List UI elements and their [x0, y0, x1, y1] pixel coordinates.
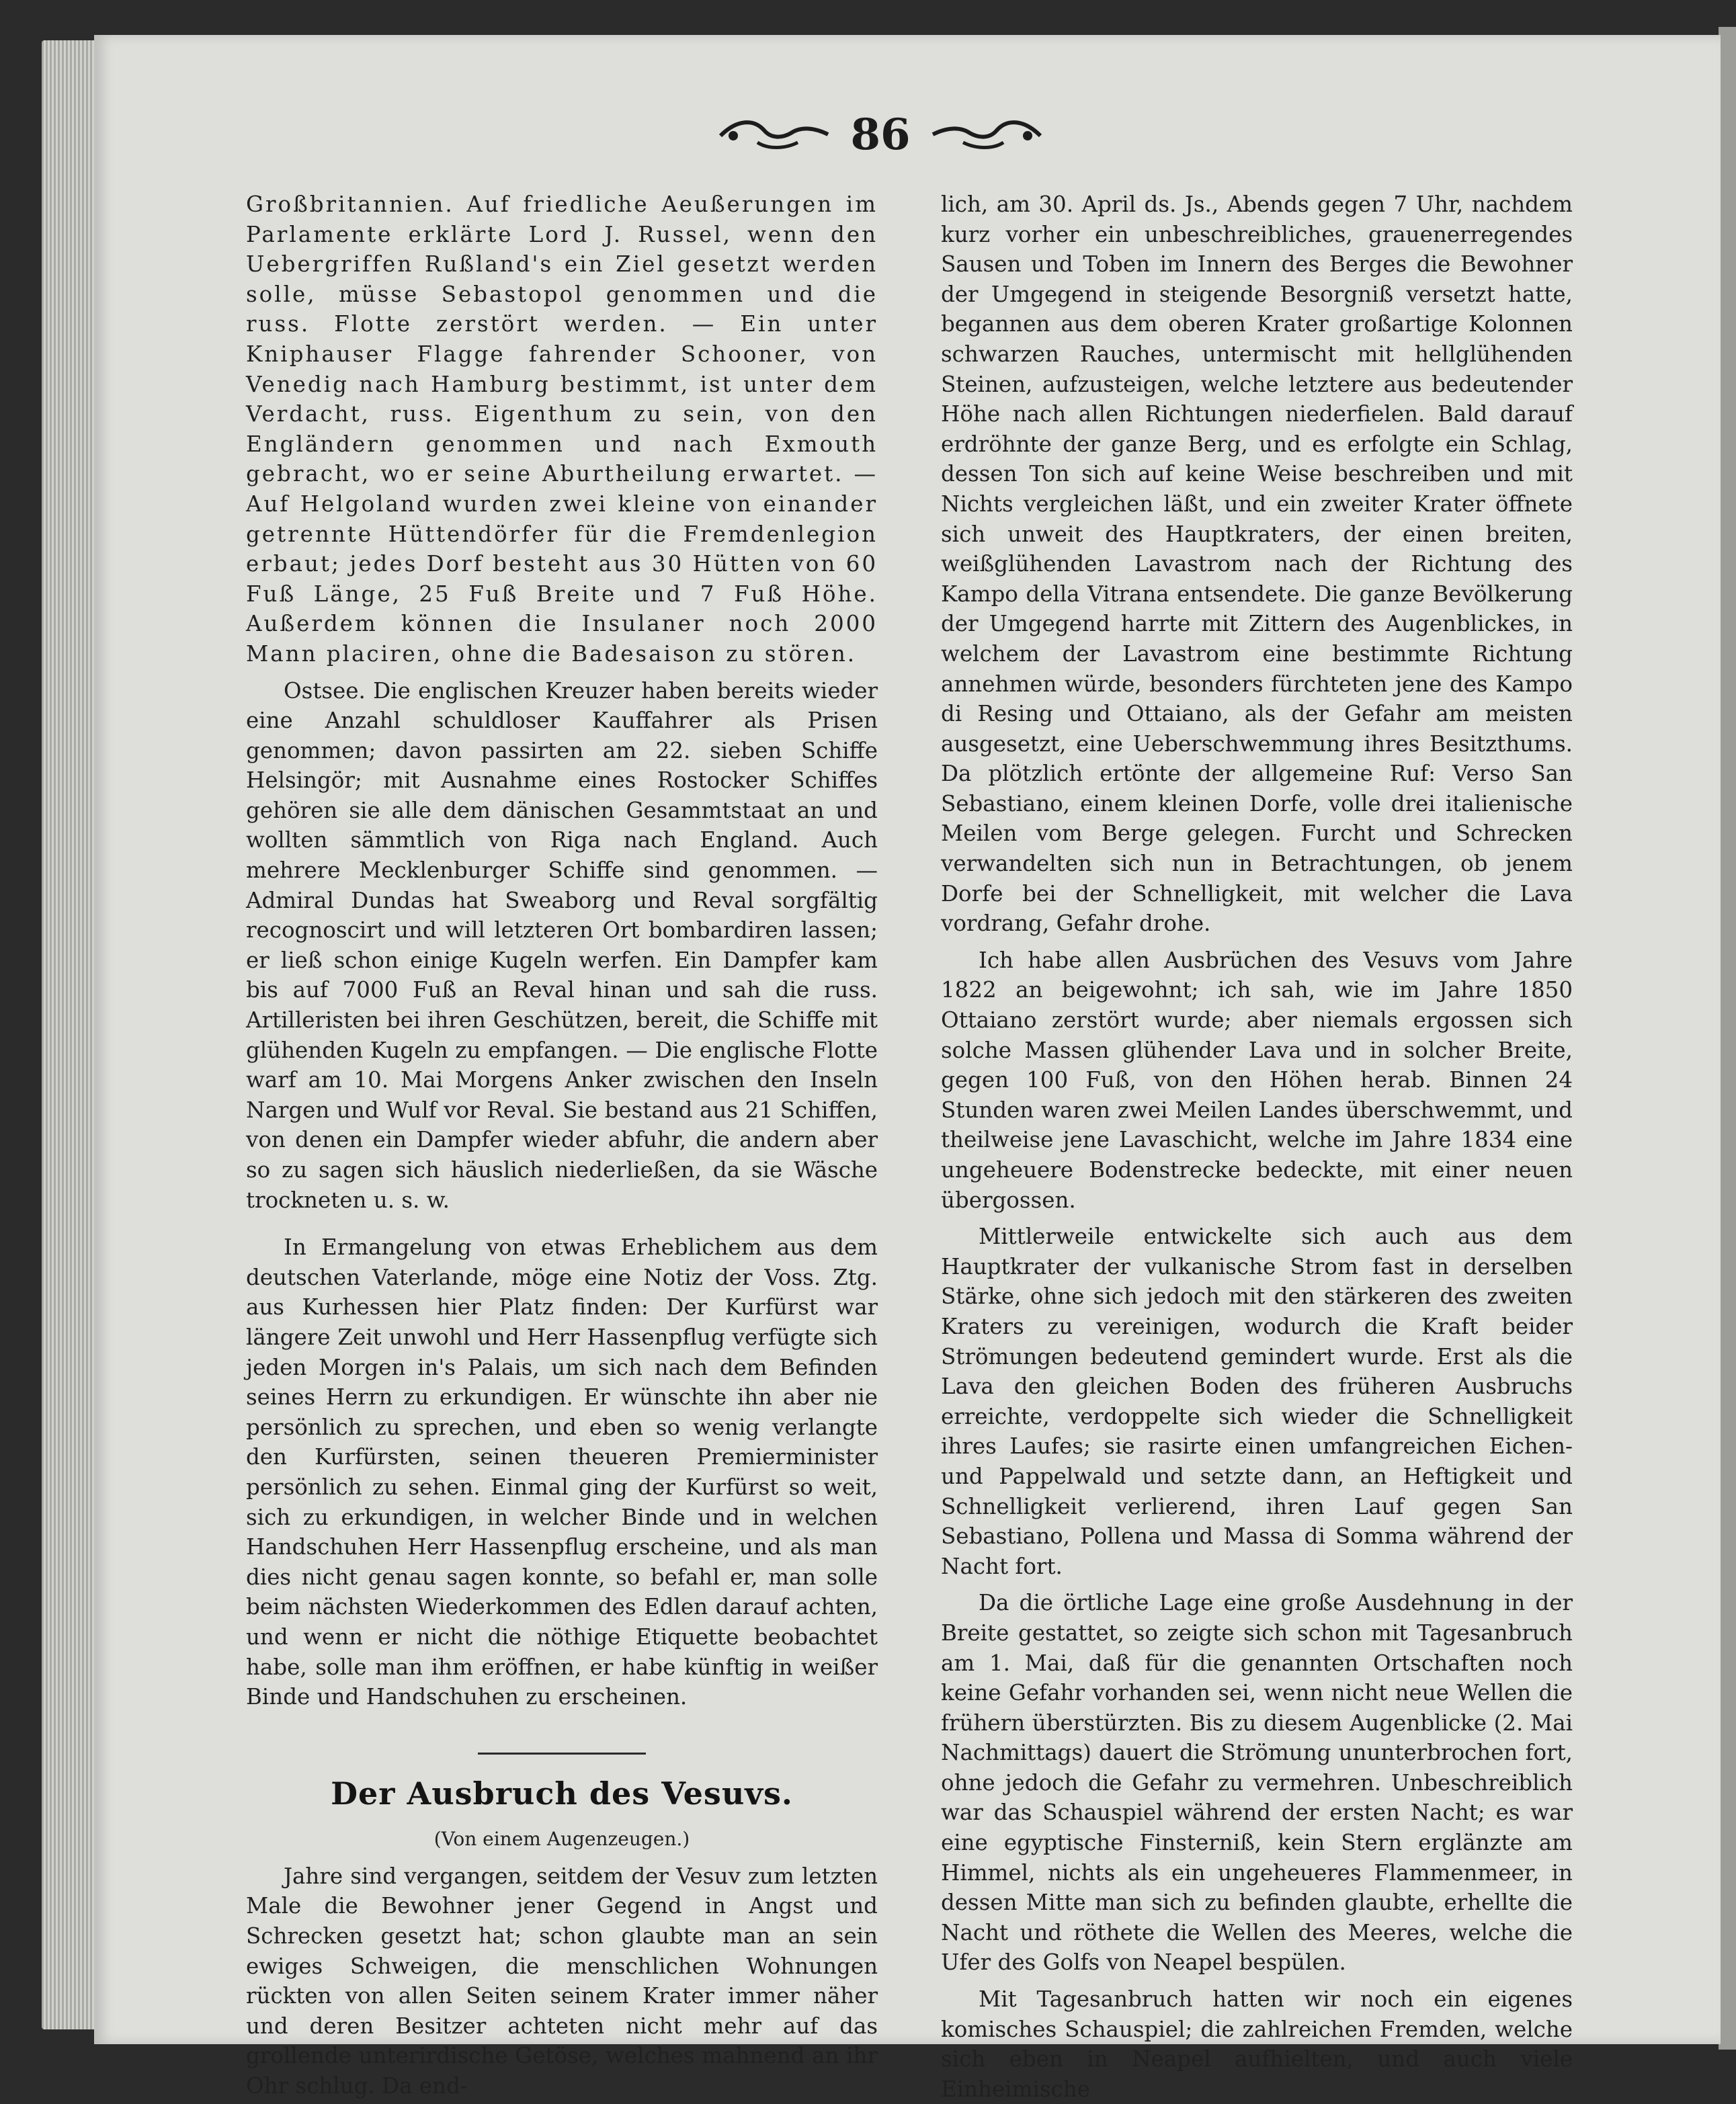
article-byline: (Von einem Augenzeugen.) — [433, 1828, 690, 1851]
article-paragraph: Mittlerweile entwickelte sich auch aus dem Hauptkrater der vulkanische Strom fast in derselben Stärke, ohne sich jedoch mit den stärkeren des zweiten Kraters zu vereinigen, wodurch die Kraft beider Strömungen bedeutend gemindert wurde. Erst als die Lava den gleichen Boden des früheren Ausbruchs erreichte, verdoppelte sich wieder die Schnelligkeit ihres Laufes; sie rasirte einen umfangreichen Eichen- und Pappelwald und setzte dann, an Heftigkeit und Schnelligkeit verlierend, ihren Lauf gegen San Sebastiano, Pollena und Massa di Somma während der Nacht fort. — [941, 1224, 1573, 1579]
article-paragraph: Mit Tagesanbruch hatten wir noch ein eigenes komisches Schauspiel; die zahlreichen Fremden, welche sich eben in Neapel aufhielten, und auch viele Einheimische — [941, 1986, 1573, 2102]
left-column — [246, 190, 878, 2101]
article-paragraph: lich, am 30. April ds. Js., Abends gegen 7 Uhr, nachdem kurz vorher ein unbeschreibliches, grauenerregendes Sausen und Toben im Innern des Berges die Bewohner der Umgegend in steigende Besorgniß versetzt hatte, begannen aus dem oberen Krater großartige Kolonnen schwarzen Rauches, untermischt mit hellglühenden Steinen, aufzusteigen, welche letztere aus bedeutender Höhe nach allen Richtungen niederfielen. Bald darauf erdröhnte der ganze Berg, und es erfolgte ein Schlag, dessen Ton sich auf keine Weise beschreiben und mit Nichts vergleichen läßt, und ein zweiter Krater öffnete sich unweit des Hauptkraters, der einen breiten, weißglühenden Lavastrom nach der Richtung des Kampo della Vitrana entsendete. Die ganze Bevölkerung der Umgegend harrte mit Zittern des Augenblickes, in welchem der Lavastrom eine bestimmte Richtung annehmen würde, besonders fürchteten jene des Kampo di Resing und Ottaiano, als der Gefahr am meisten ausgesetzt, eine Ueberschwemmung ihres Besitzthums. Da plötzlich ertönte der allgemeine Ruf: Verso San Sebastiano, einem kleinen Dorfe, volle drei italienische Meilen vom Berge gelegen. Furcht und Schrecken verwandelten sich nun in Betrachtungen, ob jenem Dorfe bei der Schnelligkeit, mit welcher die Lava vordrang, Gefahr drohe. — [941, 192, 1573, 937]
right-column — [941, 190, 1573, 2104]
article-title: Der Ausbruch des Vesuvs. — [331, 1775, 793, 1812]
left-ornament-icon — [717, 116, 831, 153]
article-paragraph: Da die örtliche Lage eine große Ausdehnung in der Breite gestattet, so zeigte sich schon mit Tagesanbruch am 1. Mai, daß für die genannten Ortschaften noch keine Gefahr vorhanden sei, wenn nicht neue Wellen die frühern überstürzten. Bis zu diesem Augenblicke (2. Mai Nachmittags) dauert die Strömung ununterbrochen fort, ohne jedoch die Gefahr zu vermehren. Unbeschreiblich war das Schauspiel während der ersten Nacht; es war eine egyptische Finsterniß, kein Stern erglänzte am Himmel, nichts als ein ungeheueres Flammenmeer, in dessen Mitte man sich zu befinden glaubte, erhellte die Nacht und röthete die Wellen des Meeres, welche die Ufer des Golfs von Neapel bespülen. — [941, 1590, 1573, 1976]
right-ornament-icon — [929, 116, 1044, 153]
page-header — [699, 94, 1062, 175]
section-divider — [478, 1753, 646, 1755]
scan-border — [1719, 27, 1736, 2050]
news-britain-paragraph: Großbritannien. Auf friedliche Aeußerungen im Parlamente erklärte Lord J. Russel, wenn den Uebergriffen Rußland's ein Ziel gesetzt werden solle, müsse Sebastopol genommen und die russ. Flotte zerstört werden. — Ein unter Kniphauser Flagge fahrender Schooner, von Venedig nach Hamburg bestimmt, ist unter dem Verdacht, russ. Eigenthum zu sein, von den Engländern genommen und nach Exmouth gebracht, wo er seine Aburtheilung erwartet. — Auf Helgoland wurden zwei kleine von einander getrennte Hüttendörfer für die Fremdenlegion erbaut; jedes Dorf besteht aus 30 Hütten von 60 Fuß Länge, 25 Fuß Breite und 7 Fuß Höhe. Außerdem können die Insulaner noch 2000 Mann placiren, ohne die Badesaison zu stören. — [246, 192, 878, 667]
page-number: 86 — [850, 109, 911, 160]
news-baltic-paragraph: Ostsee. Die englischen Kreuzer haben bereits wieder eine Anzahl schuldloser Kauffahrer als Prisen genommen; davon passirten am 22. sieben Schiffe Helsingör; mit Ausnahme eines Rostocker Schiffes gehören sie alle dem dänischen Gesammtstaat an und wollten sämmtlich von Riga nach England. Auch mehrere Mecklenburger Schiffe sind genommen. — Admiral Dundas hat Sweaborg und Reval sorgfältig recognoscirt und will letzteren Ort bombardiren lassen; er ließ schon einige Kugeln werfen. Ein Dampfer kam bis auf 7000 Fuß an Reval hinan und sah die russ. Artilleristen bei ihren Geschützen, bereit, die Schiffe mit glühenden Kugeln zu empfangen. — Die englische Flotte warf am 10. Mai Morgens Anker zwischen den Inseln Nargen und Wulf vor Reval. Sie bestand aus 21 Schiffen, von denen ein Dampfer wieder abfuhr, die andern aber so zu sagen sich häuslich niederließen, da sie Wäsche trockneten u. s. w. — [246, 677, 878, 1213]
news-kurhessen-paragraph: In Ermangelung von etwas Erheblichem aus dem deutschen Vaterlande, möge eine Notiz der Voss. Ztg. aus Kurhessen hier Platz finden: Der Kurfürst war längere Zeit unwohl und Herr Hassenpflug verfügte sich jeden Morgen in's Palais, um sich nach dem Befinden seines Herrn zu erkundigen. Er wünschte ihn aber nie persönlich zu sprechen, und eben so wenig verlangte den Kurfürsten, seinen theueren Premierminister persönlich zu sehen. Einmal ging der Kurfürst so weit, sich zu erkundigen, in welcher Binde und in welchen Handschuhen Herr Hassenpflug erscheine, und als man dies nicht genau sagen konnte, so befahl er, man solle beim nächsten Wiederkommen des Edlen darauf achten, und wenn er nicht die nöthige Etiquette beobachtet habe, solle man ihm eröffnen, er habe künftig in weißer Binde und Handschuhen zu erscheinen. — [246, 1234, 878, 1710]
article-paragraph: Ich habe allen Ausbrüchen des Vesuvs vom Jahre 1822 an beigewohnt; ich sah, wie im Jahre 1850 Ottaiano zerstört wurde; aber niemals ergossen sich solche Massen glühender Lava und in solcher Breite, gegen 100 Fuß, von den Höhen herab. Binnen 24 Stunden waren zwei Meilen Landes überschwemmt, und theilweise jene Lavaschicht, welche im Jahre 1834 eine ungeheuere Bodenstrecke bedeckte, mit einer neuen übergossen. — [941, 947, 1573, 1213]
article-paragraph: Jahre sind vergangen, seitdem der Vesuv zum letzten Male die Bewohner jener Gegend in Angst und Schrecken gesetzt hat; schon glaubte man an sein ewiges Schweigen, die menschlichen Wohnungen rückten von allen Seiten seinem Krater immer näher und deren Besitzer achteten nicht mehr auf das grollende unterirdische Getöse, welches mahnend an ihr Ohr schlug. Da end- — [246, 1863, 878, 2099]
book-page-edges — [42, 40, 95, 2029]
paragraph-gap — [246, 1215, 878, 1232]
